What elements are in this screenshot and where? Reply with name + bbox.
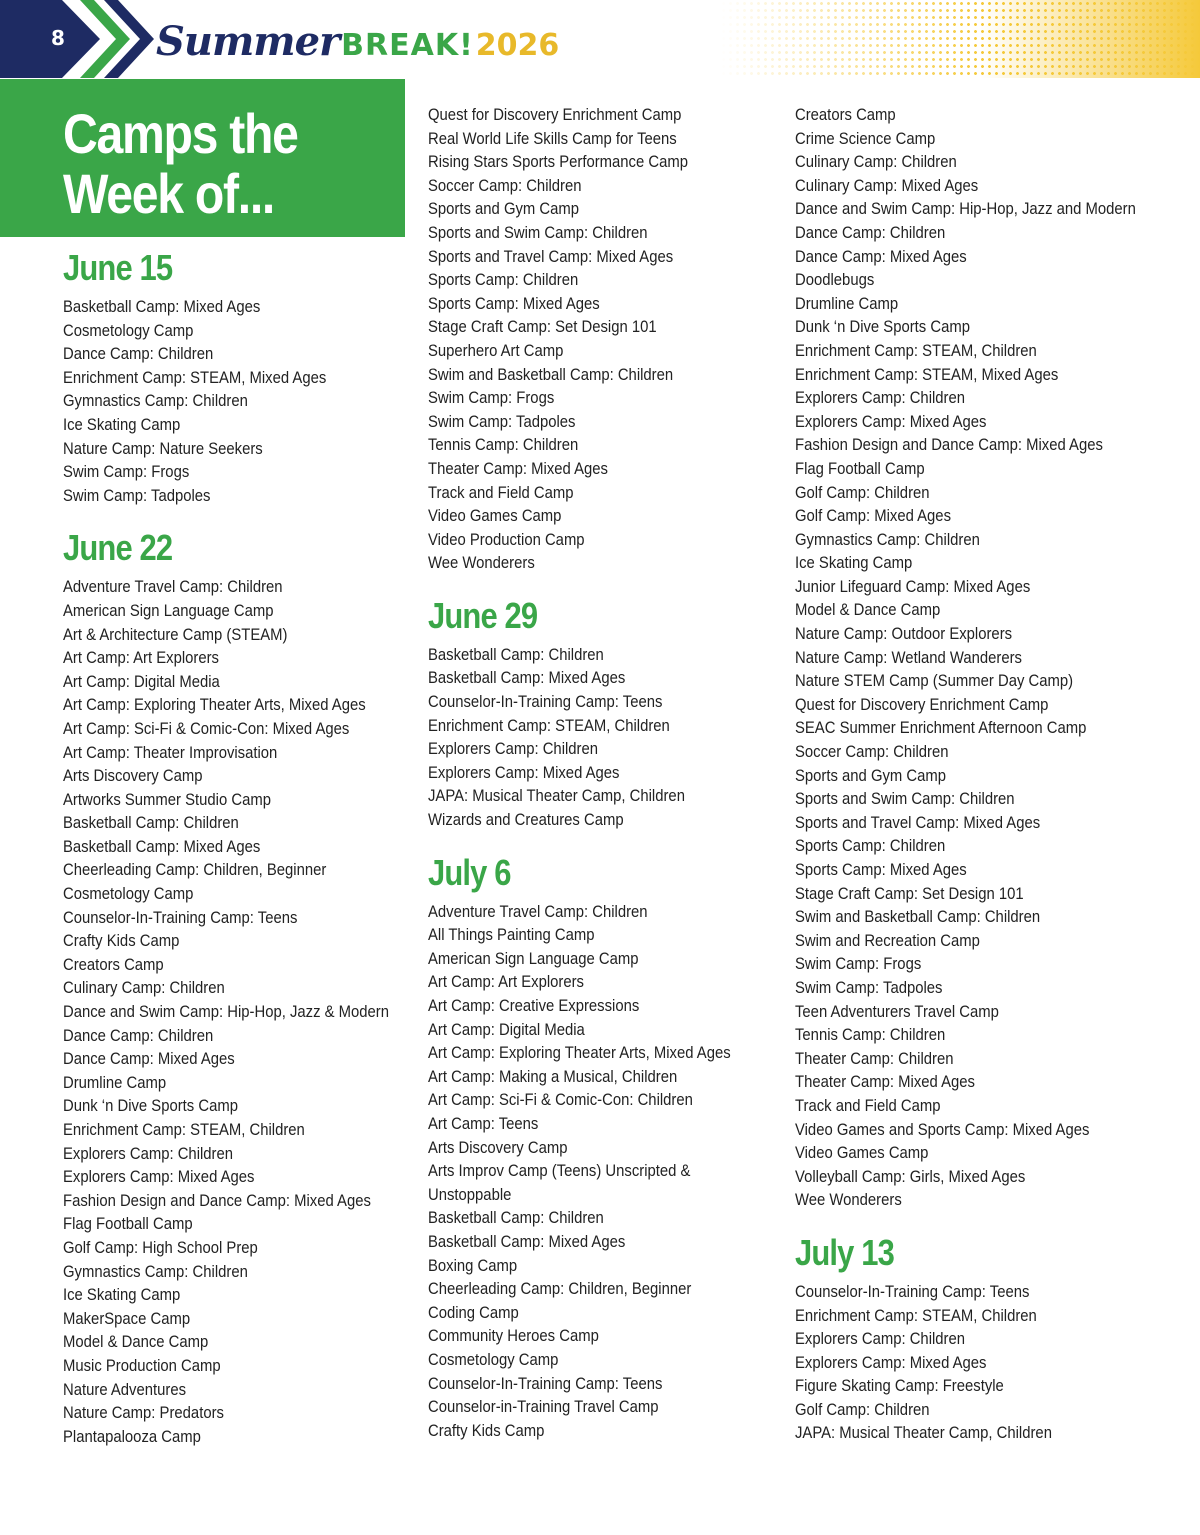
camp-list [63,576,403,1449]
camp-list-item: Counselor-In-Training Camp: Teens [428,1374,663,1393]
camp-list-item: Swim Camp: Tadpoles [428,412,576,431]
camp-list-item: Teen Adventurers Travel Camp [795,1002,999,1021]
camp-list-item: Art Camp: Theater Improvisation [63,743,278,762]
logo-year-text: 2026 [475,28,560,63]
camp-list-item: Doodlebugs [795,271,875,290]
week-title: June 15 [63,247,173,288]
camp-list-item: Art Camp: Exploring Theater Arts, Mixed Ages [63,696,366,715]
camp-list-item: Sports Camp: Children [428,271,579,290]
camp-list-item: Soccer Camp: Children [795,743,949,762]
camp-list-item: Theater Camp: Mixed Ages [795,1073,975,1092]
camp-list-item: Art Camp: Digital Media [63,672,220,691]
camp-list-item: Video Games Camp [795,1144,929,1163]
camp-list-item: American Sign Language Camp [428,949,639,968]
column-3 [795,104,1195,1446]
camp-list-item: Wee Wonderers [795,1191,902,1210]
camp-list-item: Enrichment Camp: STEAM, Children [795,1306,1037,1325]
camp-list-item: Community Heroes Camp [428,1327,599,1346]
week-june-22 [63,528,403,1449]
camp-list-item: Cosmetology Camp [428,1350,559,1369]
camp-list-item: Enrichment Camp: STEAM, Children [795,341,1037,360]
camp-list-item: Basketball Camp: Children [63,814,239,833]
camp-list-item: Video Production Camp [428,530,585,549]
camp-list [428,104,778,576]
camp-list-item: Art Camp: Art Explorers [63,649,219,668]
camp-list-item: Swim Camp: Frogs [428,389,555,408]
summer-break-logo [156,18,559,68]
camp-list-item: Video Games Camp [428,507,562,526]
camp-list-item: Enrichment Camp: STEAM, Children [63,1121,305,1139]
camp-list-item: Gymnastics Camp: Children [63,1262,248,1281]
camp-list-item: Golf Camp: Mixed Ages [795,507,951,526]
camp-list-item: Volleyball Camp: Girls, Mixed Ages [795,1167,1026,1186]
camp-list [795,1281,1195,1446]
camp-list [428,644,778,833]
camp-list-item: Cosmetology Camp [63,321,194,340]
camp-list-item: Art Camp: Sci-Fi & Comic-Con: Mixed Ages [63,719,350,738]
camp-list-item: Art Camp: Teens [428,1114,539,1133]
camp-list-item: Tennis Camp: Children [795,1026,946,1045]
camp-list-item: Tennis Camp: Children [428,436,579,455]
camp-list-item: Model & Dance Camp [63,1333,209,1352]
camp-list-item: Fashion Design and Dance Camp: Mixed Ages [63,1191,371,1210]
camp-list-item: Creators Camp [795,106,896,124]
camp-list-item: Ice Skating Camp [795,554,913,573]
camp-list-item: Dance and Swim Camp: Hip-Hop, Jazz and Modern [795,200,1136,219]
week-title: June 22 [63,527,173,569]
camp-list-item: Art & Architecture Camp (STEAM) [63,625,288,644]
camp-list-item: Model & Dance Camp [795,601,941,620]
camp-list [795,104,1195,1213]
camp-list-item: Dance Camp: Children [63,1026,214,1045]
camp-list-item: Golf Camp: Children [795,1400,930,1419]
camp-list-item: Culinary Camp: Children [63,979,225,998]
camp-list-item: Cheerleading Camp: Children, Beginner [63,861,327,880]
camp-list-item: Track and Field Camp [428,483,574,502]
camp-list-item: Dunk ‘n Dive Sports Camp [795,318,970,337]
camp-list-item: Music Production Camp [63,1356,221,1375]
camp-list-item: Basketball Camp: Mixed Ages [63,298,261,316]
week-title: June 29 [428,594,538,636]
camp-list-item: Ice Skating Camp [63,415,181,434]
camp-list-item: Sports and Travel Camp: Mixed Ages [795,813,1041,832]
camp-list-item: Golf Camp: High School Prep [63,1238,258,1257]
camp-list-item: Quest for Discovery Enrichment Camp [428,106,682,124]
camp-list-item: Artworks Summer Studio Camp [63,790,271,809]
page-title-line2: Week of... [63,162,275,225]
camp-list-item: Art Camp: Digital Media [428,1020,585,1039]
camp-list-item: Cosmetology Camp [63,885,194,904]
camp-list-item: Counselor-in-Training Travel Camp [428,1398,659,1417]
yellow-gradient-decoration [980,0,1200,78]
camp-list-item: Counselor-In-Training Camp: Teens [795,1282,1030,1301]
camp-list-item: Nature STEM Camp (Summer Day Camp) [795,672,1074,691]
camp-list-item: Flag Football Camp [63,1215,193,1234]
column-1 [63,248,403,1449]
column-2 [428,104,778,1443]
camp-list-item: Gymnastics Camp: Children [795,530,980,549]
camp-list-item: Nature Camp: Outdoor Explorers [795,625,1013,644]
camp-list-item: Creators Camp [63,955,164,974]
camp-list-item: Art Camp: Art Explorers [428,973,584,992]
camp-list-item: Plantapalooza Camp [63,1427,201,1446]
camp-list-item: Wizards and Creatures Camp [428,811,624,830]
camp-list-item: American Sign Language Camp [63,601,274,620]
page-header [0,0,1200,78]
camp-list-item: Basketball Camp: Mixed Ages [63,837,261,856]
page-number: 8 [51,26,65,50]
camp-list-item: Nature Camp: Predators [63,1404,224,1423]
camp-list-item: Counselor-In-Training Camp: Teens [428,693,663,712]
camp-list-item: Adventure Travel Camp: Children [63,578,283,597]
week-june-29 [428,596,778,833]
camp-list-item: Art Camp: Creative Expressions [428,997,640,1015]
week-june-22-continued [428,104,778,576]
camp-list-item: MakerSpace Camp [63,1309,191,1328]
camp-list-item: Dunk ‘n Dive Sports Camp [63,1097,238,1116]
camp-list-item: Enrichment Camp: STEAM, Mixed Ages [795,365,1059,384]
camp-list-item: Explorers Camp: Mixed Ages [795,1353,987,1372]
camp-list-item: Dance and Swim Camp: Hip-Hop, Jazz & Modern [63,1003,390,1022]
camp-list-item: Swim and Basketball Camp: Children [428,365,674,384]
camp-list-item: Crime Science Camp [795,129,936,148]
camp-list-item: Art Camp: Exploring Theater Arts, Mixed Ages [428,1044,731,1063]
camp-list-item: Dance Camp: Mixed Ages [63,1050,235,1069]
camp-list-item: JAPA: Musical Theater Camp, Children [428,787,685,806]
camp-list-item: Gymnastics Camp: Children [63,392,248,411]
camp-list-item: Sports and Gym Camp [428,200,580,219]
page-title [63,104,347,224]
camp-list-item: Culinary Camp: Children [795,153,957,172]
camp-list-item: Unstoppable [428,1185,512,1204]
camp-list-item: Sports and Gym Camp [795,766,947,785]
camp-list-item: Flag Football Camp [795,459,925,478]
camp-list-item: Sports Camp: Mixed Ages [428,294,600,313]
camp-list-item: Superhero Art Camp [428,341,564,360]
week-june-15 [63,248,403,508]
camp-list-item: Swim Camp: Frogs [795,955,922,974]
camp-list-item: Quest for Discovery Enrichment Camp [795,695,1049,714]
camp-list-item: Sports and Swim Camp: Children [428,223,648,242]
camp-list-item: Nature Adventures [63,1380,187,1399]
camp-list-item: Explorers Camp: Mixed Ages [795,412,987,431]
camp-list-item: Explorers Camp: Children [795,1330,966,1349]
camp-list-item: Drumline Camp [795,294,899,313]
camp-list-item: Basketball Camp: Children [428,645,604,664]
week-july-13 [795,1233,1195,1446]
camp-list-item: Sports Camp: Mixed Ages [795,861,967,879]
camp-list-item: Nature Camp: Wetland Wanderers [795,648,1022,667]
camp-list-item: Stage Craft Camp: Set Design 101 [428,318,657,337]
page-title-line1: Camps the [63,102,298,165]
camp-list-item: Explorers Camp: Mixed Ages [63,1168,255,1187]
camp-list-item: Swim and Basketball Camp: Children [795,908,1041,927]
camp-list-item: Sports and Swim Camp: Children [795,790,1015,809]
camp-list-item: Theater Camp: Children [795,1049,954,1068]
camp-list-item: Boxing Camp [428,1256,518,1275]
camp-list-item: Swim and Recreation Camp [795,931,980,950]
camp-list-item: Fashion Design and Dance Camp: Mixed Ages [795,436,1103,455]
camp-list-item: Enrichment Camp: STEAM, Mixed Ages [63,368,327,387]
camp-list-item: Arts Discovery Camp [63,767,203,786]
camp-list-item: Basketball Camp: Mixed Ages [428,669,626,688]
logo-break-text: BREAK! [341,28,474,63]
camp-list [63,296,403,508]
camp-list-item: Art Camp: Making a Musical, Children [428,1067,678,1086]
camp-list-item: Video Games and Sports Camp: Mixed Ages [795,1120,1090,1139]
camp-list-item: Art Camp: Sci-Fi & Comic-Con: Children [428,1091,693,1110]
camp-list-item: Nature Camp: Nature Seekers [63,439,263,458]
camp-list-item: Track and Field Camp [795,1096,941,1115]
camp-list-item: Swim Camp: Frogs [63,463,190,482]
camp-list-item: Dance Camp: Children [63,345,214,364]
camp-list-item: Coding Camp [428,1303,519,1322]
camp-list-item: Real World Life Skills Camp for Teens [428,129,677,148]
logo-summer-text: Summer [156,18,340,65]
camp-list-item: Arts Discovery Camp [428,1138,568,1157]
camp-list-item: Arts Improv Camp (Teens) Unscripted & [428,1162,691,1181]
week-title: July 6 [428,851,511,893]
camp-list-item: SEAC Summer Enrichment Afternoon Camp [795,719,1087,738]
camp-list-item: Rising Stars Sports Performance Camp [428,153,688,172]
camp-list-item: Swim Camp: Tadpoles [795,978,943,997]
camp-list-item: Explorers Camp: Mixed Ages [428,763,620,782]
camp-list-item: Wee Wonderers [428,554,535,573]
camp-list-item: Basketball Camp: Children [428,1209,604,1228]
camp-list-item: All Things Painting Camp [428,926,595,945]
camp-list-item: Counselor-In-Training Camp: Teens [63,908,298,927]
camp-list-item: Drumline Camp [63,1073,167,1092]
camp-list-item: Ice Skating Camp [63,1286,181,1305]
camp-list-item: Crafty Kids Camp [63,932,180,951]
camp-list-item: Basketball Camp: Mixed Ages [428,1232,626,1251]
camp-list-item: Theater Camp: Mixed Ages [428,459,608,478]
week-july-6-continued [795,104,1195,1213]
camp-list-item: Enrichment Camp: STEAM, Children [428,716,670,735]
camp-list-item: Golf Camp: Children [795,483,930,502]
camp-list-item: Sports Camp: Children [795,837,946,856]
camp-list-item: Dance Camp: Children [795,223,946,242]
camp-list-item: Culinary Camp: Mixed Ages [795,176,979,195]
camp-list-item: JAPA: Musical Theater Camp, Children [795,1424,1052,1443]
week-july-6 [428,853,778,1444]
camp-list-item: Soccer Camp: Children [428,176,582,195]
camp-list-item: Explorers Camp: Children [795,389,966,408]
camp-list-item: Swim Camp: Tadpoles [63,486,211,505]
camp-list-item: Stage Craft Camp: Set Design 101 [795,884,1024,903]
camp-list-item: Sports and Travel Camp: Mixed Ages [428,247,674,266]
week-title: July 13 [795,1231,894,1273]
camp-list [428,901,778,1444]
camp-list-item: Adventure Travel Camp: Children [428,902,648,921]
camp-list-item: Dance Camp: Mixed Ages [795,247,967,266]
camp-list-item: Crafty Kids Camp [428,1421,545,1440]
camp-list-item: Figure Skating Camp: Freestyle [795,1377,1004,1396]
camp-list-item: Explorers Camp: Children [63,1144,234,1163]
camp-list-item: Cheerleading Camp: Children, Beginner [428,1280,692,1299]
camp-list-item: Junior Lifeguard Camp: Mixed Ages [795,577,1031,596]
camp-list-item: Explorers Camp: Children [428,740,599,759]
